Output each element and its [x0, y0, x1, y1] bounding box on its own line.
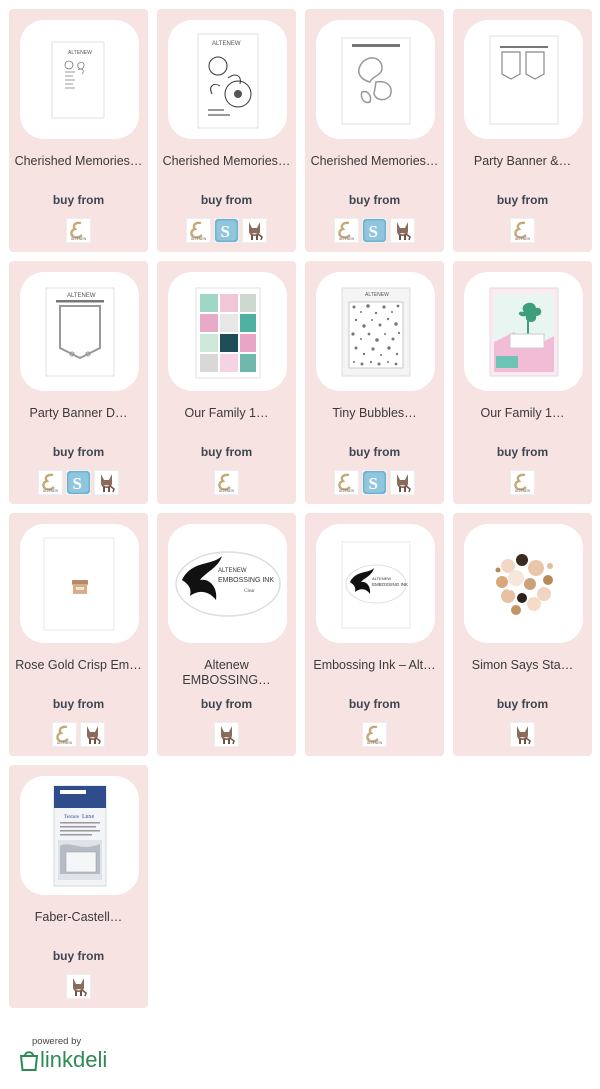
svg-text:S: S	[368, 222, 378, 241]
retailer-list	[453, 722, 592, 747]
retailer-link[interactable]	[66, 218, 91, 243]
retailer-list	[9, 974, 148, 999]
product-image[interactable]	[20, 524, 139, 643]
product-title[interactable]: Our Family 1…	[480, 406, 565, 420]
product-card[interactable]	[9, 513, 148, 756]
product-image[interactable]	[20, 20, 139, 139]
svg-text:ALTENEW: ALTENEW	[372, 576, 392, 581]
svg-text:ALTENEW: ALTENEW	[367, 741, 383, 745]
svg-text:S: S	[72, 474, 82, 493]
buy-from-label: buy from	[200, 193, 253, 207]
simon-says-icon	[363, 219, 386, 242]
flower-stamp-icon	[168, 20, 287, 139]
svg-text:EMBOSSING INK: EMBOSSING INK	[218, 577, 275, 584]
dog-icon	[95, 471, 118, 494]
retailer-list	[157, 722, 296, 747]
retailer-link[interactable]	[362, 470, 387, 495]
product-image[interactable]	[168, 272, 287, 391]
retailer-link[interactable]	[214, 722, 239, 747]
powered-by-label: powered by	[32, 1036, 82, 1047]
altenew-icon	[215, 471, 238, 494]
buy-from-label: buy from	[348, 445, 401, 459]
product-card[interactable]	[305, 261, 444, 504]
altenew-icon	[511, 471, 534, 494]
svg-text:ALTENEW: ALTENEW	[191, 237, 207, 241]
product-image[interactable]	[168, 20, 287, 139]
retailer-link[interactable]	[334, 470, 359, 495]
product-card[interactable]	[9, 765, 148, 1008]
retailer-link[interactable]	[510, 218, 535, 243]
retailer-list	[305, 470, 444, 495]
altenew-icon	[335, 471, 358, 494]
product-title[interactable]: Cherished Memories…	[14, 154, 143, 168]
retailer-list	[305, 218, 444, 243]
retailer-link[interactable]	[80, 722, 105, 747]
product-card[interactable]	[453, 513, 592, 756]
retailer-list	[9, 218, 148, 243]
retailer-list	[9, 722, 148, 747]
bubbles-stencil-icon	[316, 272, 435, 391]
product-title[interactable]: Our Family 1…	[184, 406, 269, 420]
retailer-link[interactable]	[242, 218, 267, 243]
svg-text:ALTENEW: ALTENEW	[365, 292, 389, 298]
svg-text:ALTENEW: ALTENEW	[43, 489, 59, 493]
product-card[interactable]	[157, 513, 296, 756]
retailer-link[interactable]	[38, 470, 63, 495]
retailer-link[interactable]	[66, 470, 91, 495]
buy-from-label: buy from	[496, 445, 549, 459]
banner-die-icon	[20, 272, 139, 391]
shopping-bag-icon	[18, 1048, 40, 1072]
dog-icon	[243, 219, 266, 242]
altenew-icon	[335, 219, 358, 242]
dog-icon	[81, 723, 104, 746]
svg-text:ALTENEW: ALTENEW	[71, 237, 87, 241]
simon-says-icon	[67, 471, 90, 494]
retailer-link[interactable]	[186, 218, 211, 243]
retailer-list	[157, 218, 296, 243]
buy-from-label: buy from	[200, 445, 253, 459]
retailer-link[interactable]	[214, 218, 239, 243]
product-title[interactable]: Party Banner D…	[29, 406, 128, 420]
buy-from-label: buy from	[496, 193, 549, 207]
embossing-jar-icon	[20, 524, 139, 643]
product-title[interactable]: Rose Gold Crisp Em…	[15, 658, 142, 672]
retailer-link[interactable]	[362, 218, 387, 243]
product-image[interactable]	[316, 272, 435, 391]
product-image[interactable]	[464, 20, 583, 139]
retailer-link[interactable]	[94, 470, 119, 495]
product-title[interactable]: Tiny Bubbles…	[332, 406, 417, 420]
altenew-icon	[363, 723, 386, 746]
retailer-link[interactable]	[510, 470, 535, 495]
altenew-icon	[67, 219, 90, 242]
banner-pair-icon	[464, 20, 583, 139]
retailer-link[interactable]	[214, 470, 239, 495]
dog-icon	[391, 219, 414, 242]
buy-from-label: buy from	[52, 697, 105, 711]
product-title[interactable]: Party Banner &…	[473, 154, 572, 168]
dog-icon	[67, 975, 90, 998]
svg-text:ALTENEW: ALTENEW	[218, 568, 247, 574]
stamp-set-icon	[20, 20, 139, 139]
buy-from-label: buy from	[496, 697, 549, 711]
svg-text:ALTENEW: ALTENEW	[515, 489, 531, 493]
flower-die-icon	[316, 20, 435, 139]
svg-text:Clear: Clear	[244, 589, 255, 594]
product-title[interactable]: Simon Says Sta…	[471, 658, 574, 672]
product-title[interactable]: Embossing Ink – Alt…	[313, 658, 436, 672]
dog-icon	[511, 723, 534, 746]
product-card[interactable]	[305, 9, 444, 252]
product-card[interactable]	[453, 9, 592, 252]
product-title[interactable]: Cherished Memories…	[310, 154, 439, 168]
retailer-list	[453, 470, 592, 495]
product-image[interactable]	[464, 272, 583, 391]
buy-from-label: buy from	[348, 697, 401, 711]
product-card[interactable]	[157, 261, 296, 504]
product-card[interactable]	[157, 9, 296, 252]
retailer-list	[305, 722, 444, 747]
product-card[interactable]	[305, 513, 444, 756]
buy-from-label: buy from	[52, 445, 105, 459]
retailer-list	[9, 470, 148, 495]
ephemera-icon	[464, 272, 583, 391]
buy-from-label: buy from	[52, 949, 105, 963]
retailer-link[interactable]	[390, 218, 415, 243]
svg-text:ALTENEW: ALTENEW	[339, 237, 355, 241]
svg-text:ALTENEW: ALTENEW	[68, 50, 92, 56]
product-image[interactable]	[20, 272, 139, 391]
product-title[interactable]: Cherished Memories…	[162, 154, 291, 168]
product-card[interactable]	[9, 9, 148, 252]
sequins-icon	[464, 524, 583, 643]
altenew-icon	[53, 723, 76, 746]
product-title[interactable]: Altenew EMBOSSING…	[182, 658, 271, 687]
retailer-link[interactable]	[334, 218, 359, 243]
svg-text:S: S	[220, 222, 230, 241]
product-image[interactable]	[316, 524, 435, 643]
svg-text:EMBOSSING INK: EMBOSSING INK	[372, 582, 409, 587]
product-image[interactable]	[316, 20, 435, 139]
svg-text:ALTENEW: ALTENEW	[67, 293, 96, 299]
retailer-link[interactable]	[510, 722, 535, 747]
retailer-link[interactable]	[390, 470, 415, 495]
retailer-link[interactable]	[66, 974, 91, 999]
simon-says-icon	[215, 219, 238, 242]
svg-text:ALTENEW: ALTENEW	[212, 41, 241, 47]
embossing-ink-small-icon	[316, 524, 435, 643]
svg-text:ALTENEW: ALTENEW	[219, 489, 235, 493]
buy-from-label: buy from	[52, 193, 105, 207]
svg-text:Texture: Texture	[64, 815, 80, 820]
altenew-icon	[187, 219, 210, 242]
product-title[interactable]: Faber-Castell…	[34, 910, 123, 924]
simon-says-icon	[363, 471, 386, 494]
altenew-icon	[511, 219, 534, 242]
product-card[interactable]	[453, 261, 592, 504]
svg-text:ALTENEW: ALTENEW	[57, 741, 73, 745]
product-image[interactable]	[464, 524, 583, 643]
product-card[interactable]	[9, 261, 148, 504]
retailer-link[interactable]	[362, 722, 387, 747]
product-image[interactable]	[168, 524, 287, 643]
retailer-link[interactable]	[52, 722, 77, 747]
svg-text:Luxe: Luxe	[82, 814, 95, 820]
svg-text:ALTENEW: ALTENEW	[515, 237, 531, 241]
retailer-list	[157, 470, 296, 495]
product-image[interactable]	[20, 776, 139, 895]
embossing-ink-pad-icon	[168, 524, 287, 643]
texture-luxe-icon	[20, 776, 139, 895]
svg-text:S: S	[368, 474, 378, 493]
paper-pad-icon	[168, 272, 287, 391]
linkdeli-logo[interactable]	[18, 1048, 107, 1072]
svg-text:ALTENEW: ALTENEW	[339, 489, 355, 493]
buy-from-label: buy from	[200, 697, 253, 711]
dog-icon	[391, 471, 414, 494]
brand-name: linkdeli	[40, 1047, 108, 1072]
buy-from-label: buy from	[348, 193, 401, 207]
dog-icon	[215, 723, 238, 746]
retailer-list	[453, 218, 592, 243]
altenew-icon	[39, 471, 62, 494]
